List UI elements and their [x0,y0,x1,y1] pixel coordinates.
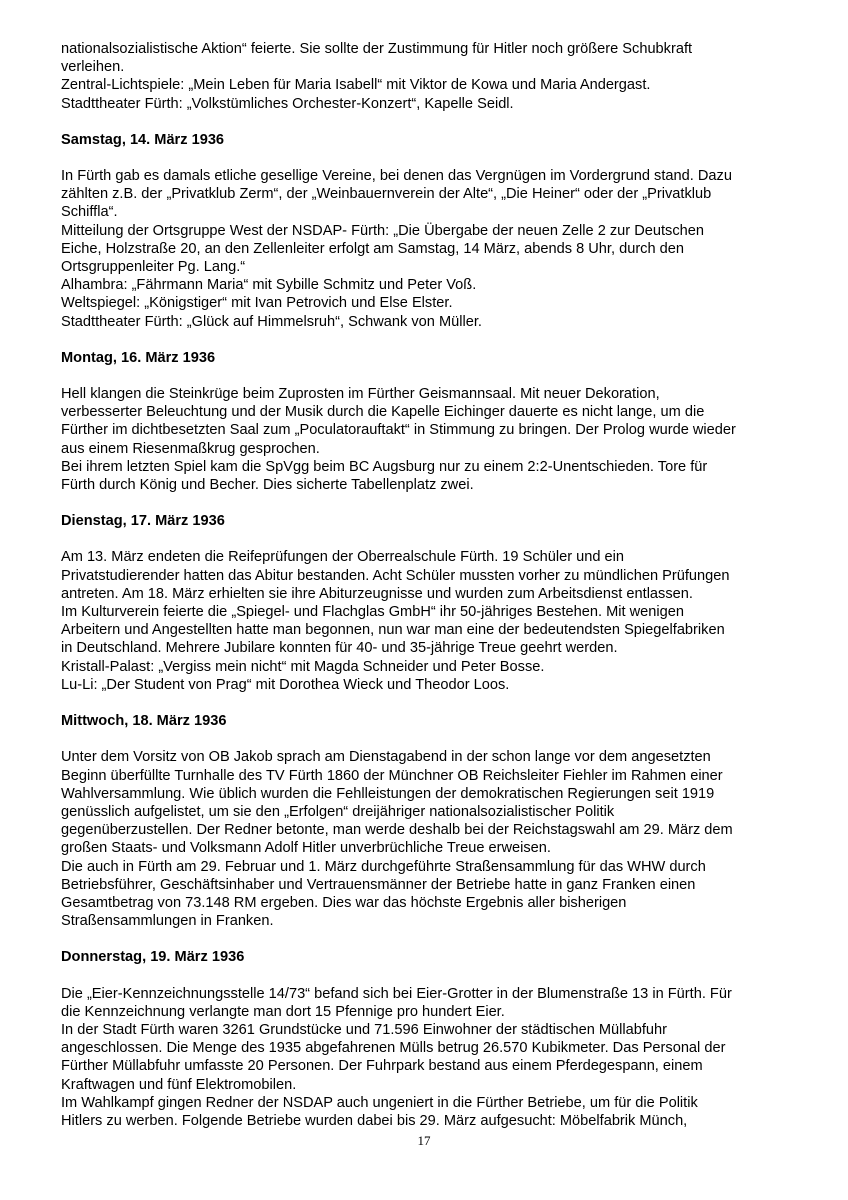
section-text [61,548,791,694]
section-heading: Donnerstag, 19. März 1936 [61,949,245,966]
text-line: Eiche, Holzstraße 20, an den Zellenleiter erfolgt am Samstag, 14 März, abends 8 Uhr, durch den [61,240,684,257]
section-text [61,385,791,494]
text-line: Fürth durch König und Becher. Dies sicherte Tabellenplatz zwei. [61,477,474,494]
text-line: Fürther im dichtbesetzten Saal zum „Poculatorauftakt“ in Stimmung zu bringen. Der Prolog wurde wieder [61,422,736,439]
section-heading: Mittwoch, 18. März 1936 [61,713,227,730]
text-line: Betriebsführer, Geschäftsinhaber und Vertrauensmänner der Betriebe hatte in ganz Franken einen [61,876,696,893]
document-body [61,40,791,1130]
section-heading: Montag, 16. März 1936 [61,349,216,366]
page-number: 17 [417,1133,431,1148]
text-line: angeschlossen. Die Menge des 1935 abgefahrenen Mülls betrug 26.570 Kubikmeter. Das Personal der [61,1040,726,1057]
text-line: Beginn überfüllte Turnhalle des TV Fürth 1860 der Münchner OB Reichsleiter Fiehler im Rahmen einer [61,767,723,784]
section-text [61,985,791,1131]
text-line: Mitteilung der Ortsgruppe West der NSDAP- Fürth: „Die Übergabe der neuen Zelle 2 zur Deutschen [61,222,704,239]
section-donnerstag [61,948,791,1130]
text-line: In Fürth gab es damals etliche gesellige Vereine, bei denen das Vergnügen im Vordergrund stand. Dazu [61,168,732,185]
text-line: Bei ihrem letzten Spiel kam die SpVgg beim BC Augsburg nur zu einem 2:2-Unentschieden. Tore für [61,458,708,475]
text-line: zählten z.B. der „Privatklub Zerm“, der „Weinbauernverein der Alte“, „Die Heiner“ oder der „Privatklub [61,186,712,203]
text-line: großen Staats- und Volksmann Adolf Hitler unverbrüchliche Treue erweisen. [61,840,551,857]
text-line: Die „Eier-Kennzeichnungsstelle 14/73“ befand sich bei Eier-Grotter in der Blumenstraße 13 in Fürth. Für [61,985,732,1002]
text-line: genüsslich aufgelistet, um sie den „Erfolgen“ dreijähriger nationalsozialistischer Politik [61,803,615,820]
text-line: Hitlers zu werben. Folgende Betriebe wurden dabei bis 29. März aufgesucht: Möbelfabrik Münch, [61,1112,688,1129]
text-line: Ortsgruppenleiter Pg. Lang.“ [61,259,246,276]
text-line: Kristall-Palast: „Vergiss mein nicht“ mit Magda Schneider und Peter Bosse. [61,658,545,675]
text-line: Stadttheater Fürth: „Glück auf Himmelsruh“, Schwank von Müller. [61,313,482,330]
text-line: Fürther Müllabfuhr umfasste 20 Personen. Der Fuhrpark bestand aus einem Pferdegespann, einem [61,1058,703,1075]
text-line: Weltspiegel: „Königstiger“ mit Ivan Petrovich und Else Elster. [61,295,453,312]
section-montag [61,349,791,494]
section-text [61,167,791,331]
intro-paragraph [61,40,791,113]
text-line: Im Wahlkampf gingen Redner der NSDAP auch ungeniert in die Fürther Betriebe, um für die Politik [61,1094,698,1111]
text-line: Am 13. März endeten die Reifeprüfungen der Oberrealschule Fürth. 19 Schüler und ein [61,549,624,566]
section-heading: Samstag, 14. März 1936 [61,131,225,148]
text-line: nationalsozialistische Aktion“ feierte. Sie sollte der Zustimmung für Hitler noch größere Schubkraft [61,41,693,57]
text-line: aus einem Riesenmaßkrug gesprochen. [61,440,320,457]
section-dienstag [61,512,791,694]
text-line: Kraftwagen und fünf Elektromobilen. [61,1076,297,1093]
text-line: Die auch in Fürth am 29. Februar und 1. März durchgeführte Straßensammlung für das WHW durch [61,858,706,875]
section-mittwoch [61,712,791,930]
text-line: Wahlversammlung. Wie üblich wurden die Fehlleistungen der demokratischen Regierungen seit 1919 [61,785,715,802]
text-line: Alhambra: „Fährmann Maria“ mit Sybille Schmitz und Peter Voß. [61,277,477,294]
text-line: Schiffla“. [61,204,118,221]
section-text [61,748,791,930]
text-line: gegenüberzustellen. Der Redner betonte, man werde deshalb bei der Reichstagswahl am 29. März dem [61,822,733,839]
text-line: Arbeitern und Angestellten hatte man begonnen, nun war man eine der bedeutendsten Spiegelfabriken [61,622,725,639]
section-heading: Dienstag, 17. März 1936 [61,513,225,530]
text-line: antreten. Am 18. März erhielten sie ihre Abiturzeugnisse und wurden zum Arbeitsdienst entlassen. [61,585,693,602]
text-line: Straßensammlungen in Franken. [61,913,274,930]
text-line: Privatstudierender hatten das Abitur bestanden. Acht Schüler mussten vorher zu mündlichen Prüfungen [61,567,730,584]
text-line: die Kennzeichnung verlangte man dort 15 Pfennige pro hundert Eier. [61,1003,505,1020]
text-line: verleihen. [61,59,125,76]
section-samstag [61,131,791,331]
text-line: Hell klangen die Steinkrüge beim Zuprosten im Fürther Geismannsaal. Mit neuer Dekoration, [61,386,660,403]
text-line: verbesserter Beleuchtung und der Musik durch die Kapelle Eichinger dauerte es nicht lange, um die [61,404,705,421]
text-line: Stadttheater Fürth: „Volkstümliches Orchester-Konzert“, Kapelle Seidl. [61,95,514,112]
text-line: in Deutschland. Mehrere Jubilare konnten für 40- und 35-jährige Treue geehrt werden. [61,640,618,657]
text-line: Gesamtbetrag von 73.148 RM ergeben. Dies war das höchste Ergebnis aller bisherigen [61,894,627,911]
text-line: Unter dem Vorsitz von OB Jakob sprach am Dienstagabend in der schon lange vor dem angesetzten [61,749,711,766]
text-line: Lu-Li: „Der Student von Prag“ mit Dorothea Wieck und Theodor Loos. [61,676,510,693]
text-line: Im Kulturverein feierte die „Spiegel- und Flachglas GmbH“ ihr 50-jähriges Bestehen. Mit wenigen [61,604,684,621]
text-line: Zentral-Lichtspiele: „Mein Leben für Maria Isabell“ mit Viktor de Kowa und Maria Andergast. [61,77,651,94]
text-line: In der Stadt Fürth waren 3261 Grundstücke und 71.596 Einwohner der städtischen Müllabfuhr [61,1021,668,1038]
